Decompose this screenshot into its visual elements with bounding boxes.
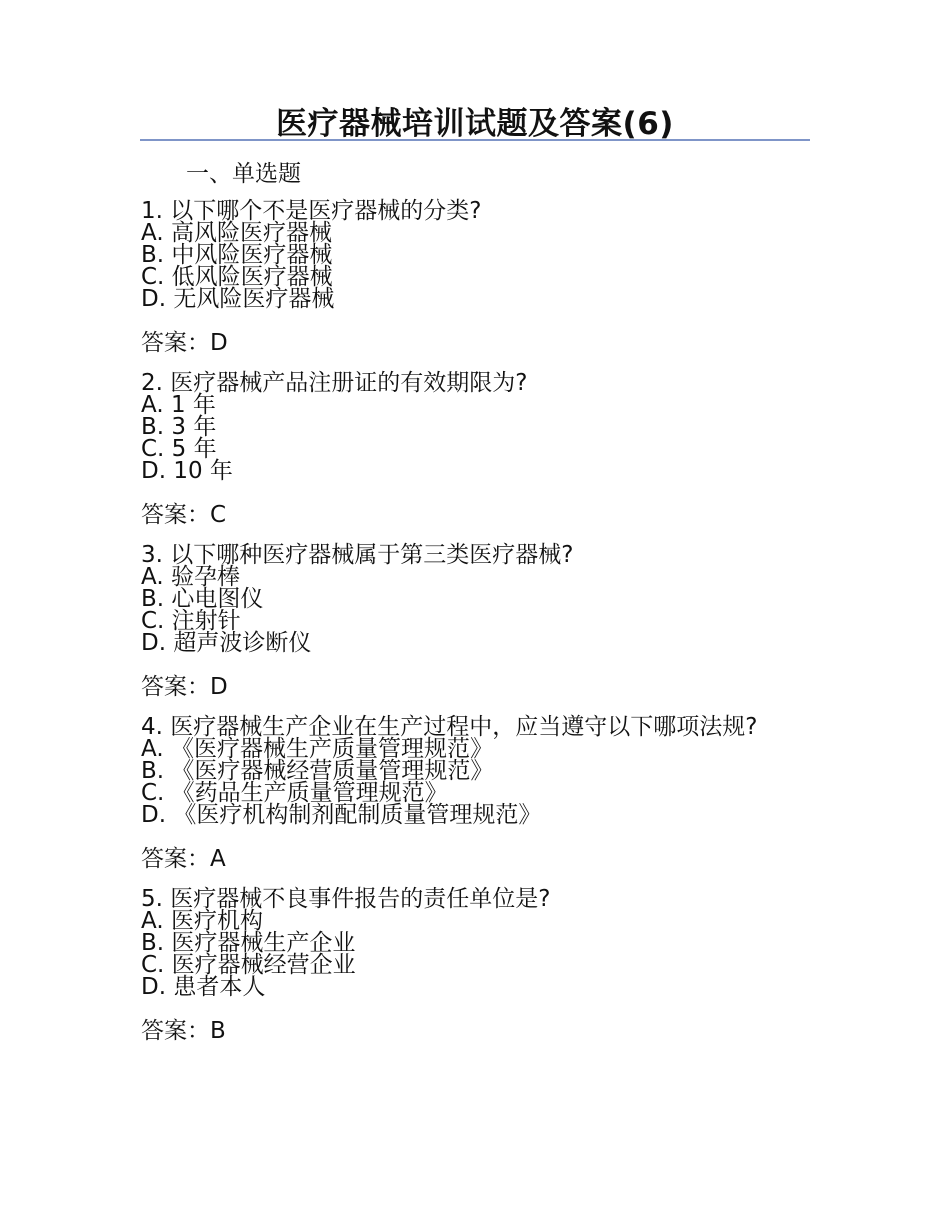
question-list	[141, 200, 781, 1060]
option-b: B. 3 年	[141, 414, 217, 440]
answer-value: D	[210, 674, 228, 700]
answer-line	[141, 1018, 781, 1044]
option-c: C. 注射针	[141, 608, 241, 634]
option-d: D. 超声波诊断仪	[141, 630, 312, 656]
answer-line	[141, 502, 781, 528]
question-text: 2. 医疗器械产品注册证的有效期限为?	[141, 370, 528, 396]
question-text: 4. 医疗器械生产企业在生产过程中，应当遵守以下哪项法规?	[141, 714, 758, 740]
option-a: A. 1 年	[141, 392, 216, 418]
question-text: 1. 以下哪个不是医疗器械的分类?	[141, 198, 482, 224]
answer-label: 答案：	[141, 330, 210, 356]
question-5	[141, 888, 781, 1044]
answer-label: 答案：	[141, 846, 210, 872]
answer-line	[141, 330, 781, 356]
question-text: 3. 以下哪种医疗器械属于第三类医疗器械?	[141, 542, 574, 568]
option-b: B. 医疗器械生产企业	[141, 930, 356, 956]
answer-line	[141, 674, 781, 700]
option-d: D. 《医疗机构制剂配制质量管理规范》	[141, 802, 542, 828]
answer-label: 答案：	[141, 1018, 210, 1044]
answer-label: 答案：	[141, 674, 210, 700]
option-b: B. 《医疗器械经营质量管理规范》	[141, 758, 494, 784]
question-3	[141, 544, 781, 700]
answer-line	[141, 846, 781, 872]
option-a: A. 《医疗器械生产质量管理规范》	[141, 736, 493, 762]
title-underline	[140, 139, 810, 141]
answer-value: A	[210, 846, 226, 872]
option-b: B. 中风险医疗器械	[141, 242, 333, 268]
question-1	[141, 200, 781, 356]
answer-value: D	[210, 330, 228, 356]
option-c: C. 《药品生产质量管理规范》	[141, 780, 448, 806]
answer-value: B	[210, 1018, 226, 1044]
option-a: A. 医疗机构	[141, 908, 263, 934]
question-text: 5. 医疗器械不良事件报告的责任单位是?	[141, 886, 551, 912]
option-b: B. 心电图仪	[141, 586, 264, 612]
question-4	[141, 716, 781, 872]
option-c: C. 低风险医疗器械	[141, 264, 333, 290]
answer-value: C	[210, 502, 227, 528]
option-a: A. 高风险医疗器械	[141, 220, 332, 246]
document-title: 医疗器械培训试题及答案(6)	[276, 106, 674, 142]
option-c: C. 5 年	[141, 436, 217, 462]
question-2	[141, 372, 781, 528]
option-d: D. 10 年	[141, 458, 233, 484]
section-heading: 一、单选题	[186, 161, 301, 187]
option-d: D. 患者本人	[141, 974, 266, 1000]
option-a: A. 验孕棒	[141, 564, 240, 590]
option-d: D. 无风险医疗器械	[141, 286, 335, 312]
answer-label: 答案：	[141, 502, 210, 528]
option-c: C. 医疗器械经营企业	[141, 952, 356, 978]
